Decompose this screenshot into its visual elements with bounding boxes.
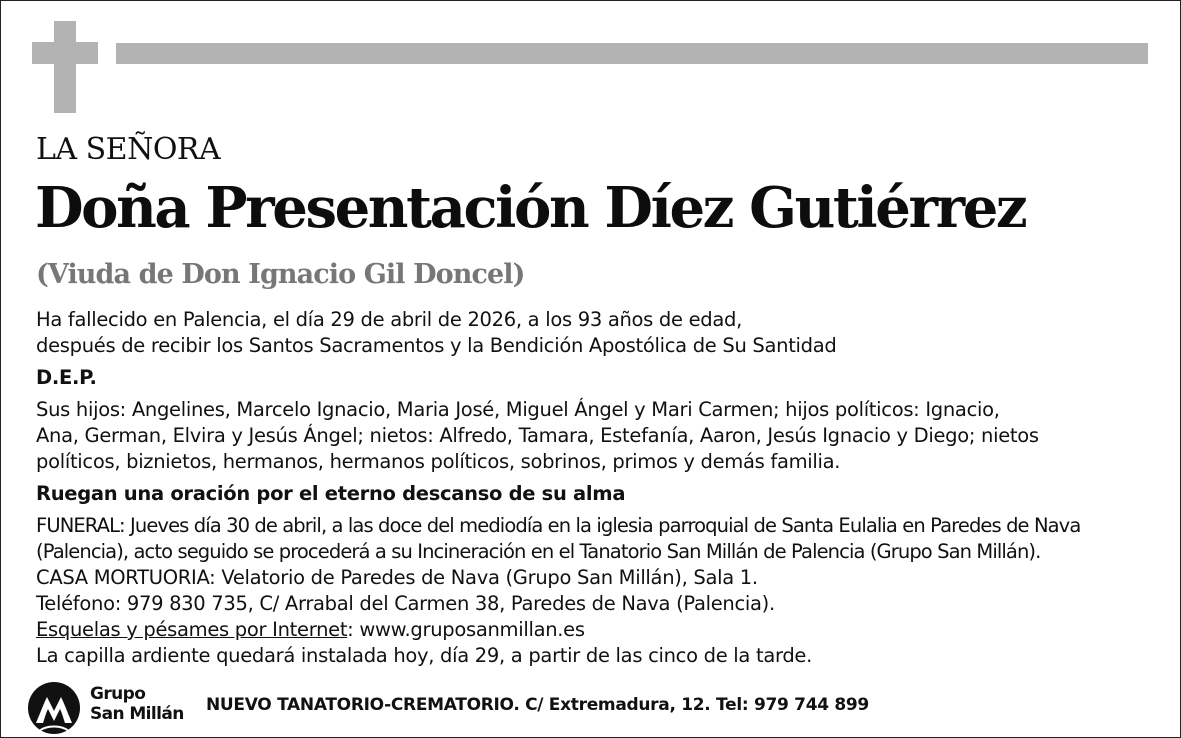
casa-mortuoria-line: CASA MORTUORIA: Velatorio de Paredes de Nava (Grupo San Millán), Sala 1.: [36, 566, 758, 589]
deceased-name: Doña Presentación Díez Gutiérrez: [35, 175, 1026, 241]
announcement-line-2: después de recibir los Santos Sacramentos y la Bendición Apostólica de Su Santidad: [36, 334, 837, 357]
family-paragraph: [36, 397, 1156, 475]
logo-line-2: San Millán: [90, 704, 184, 724]
cross-icon-vertical: [54, 21, 76, 113]
grupo-san-millan-logo-icon: [27, 681, 81, 735]
dep-text: D.E.P.: [36, 366, 97, 389]
family-line-2: Ana, German, Elvira y Jesús Ángel; nietos: Alfredo, Tamara, Estefanía, Aaron, Jesús Ignacio y Diego; nietos: [36, 424, 1039, 447]
telefono-line: Teléfono: 979 830 735, C/ Arrabal del Carmen 38, Paredes de Nava (Palencia).: [36, 592, 775, 615]
internet-url: : www.gruposanmillan.es: [347, 618, 585, 641]
widow-subtitle: (Viuda de Don Ignacio Gil Doncel): [36, 259, 525, 290]
family-line-1: Sus hijos: Angelines, Marcelo Ignacio, Maria José, Miguel Ángel y Mari Carmen; hijos políticos: Ignacio,: [36, 398, 1000, 421]
details-paragraph: [36, 513, 1156, 669]
funeral-line-1: FUNERAL: Jueves día 30 de abril, a las doce del mediodía en la iglesia parroquial de Santa Eulalia en Paredes de Nava: [36, 514, 1081, 537]
title-la-senora: LA SEÑORA: [36, 132, 221, 167]
logo-text: [90, 684, 184, 724]
capilla-line: La capilla ardiente quedará instalada hoy, día 29, a partir de las cinco de la tarde.: [36, 644, 813, 667]
announcement-line-1: Ha fallecido en Palencia, el día 29 de abril de 2026, a los 93 años de edad,: [36, 308, 743, 331]
cross-icon-horizontal: [32, 42, 98, 64]
announcement-paragraph: [36, 307, 1156, 359]
family-line-3: políticos, biznietos, hermanos, hermanos políticos, sobrinos, primos y demás familia.: [36, 450, 841, 473]
logo-line-1: Grupo: [90, 684, 146, 704]
internet-line: [36, 617, 1156, 643]
dep-label: [36, 365, 1156, 391]
internet-link[interactable]: Esquelas y pésames por Internet: [36, 618, 348, 641]
footer-address: NUEVO TANATORIO-CREMATORIO. C/ Extremadura, 12. Tel: 979 744 899: [206, 695, 869, 715]
header-bar: [116, 43, 1148, 64]
prayer-line: [36, 481, 1156, 507]
funeral-line-2: (Palencia), acto seguido se procederá a su Incineración en el Tanatorio San Millán de Palencia (Grupo San Millán).: [36, 540, 1041, 563]
prayer-text: Ruegan una oración por el eterno descanso de su alma: [36, 482, 626, 505]
